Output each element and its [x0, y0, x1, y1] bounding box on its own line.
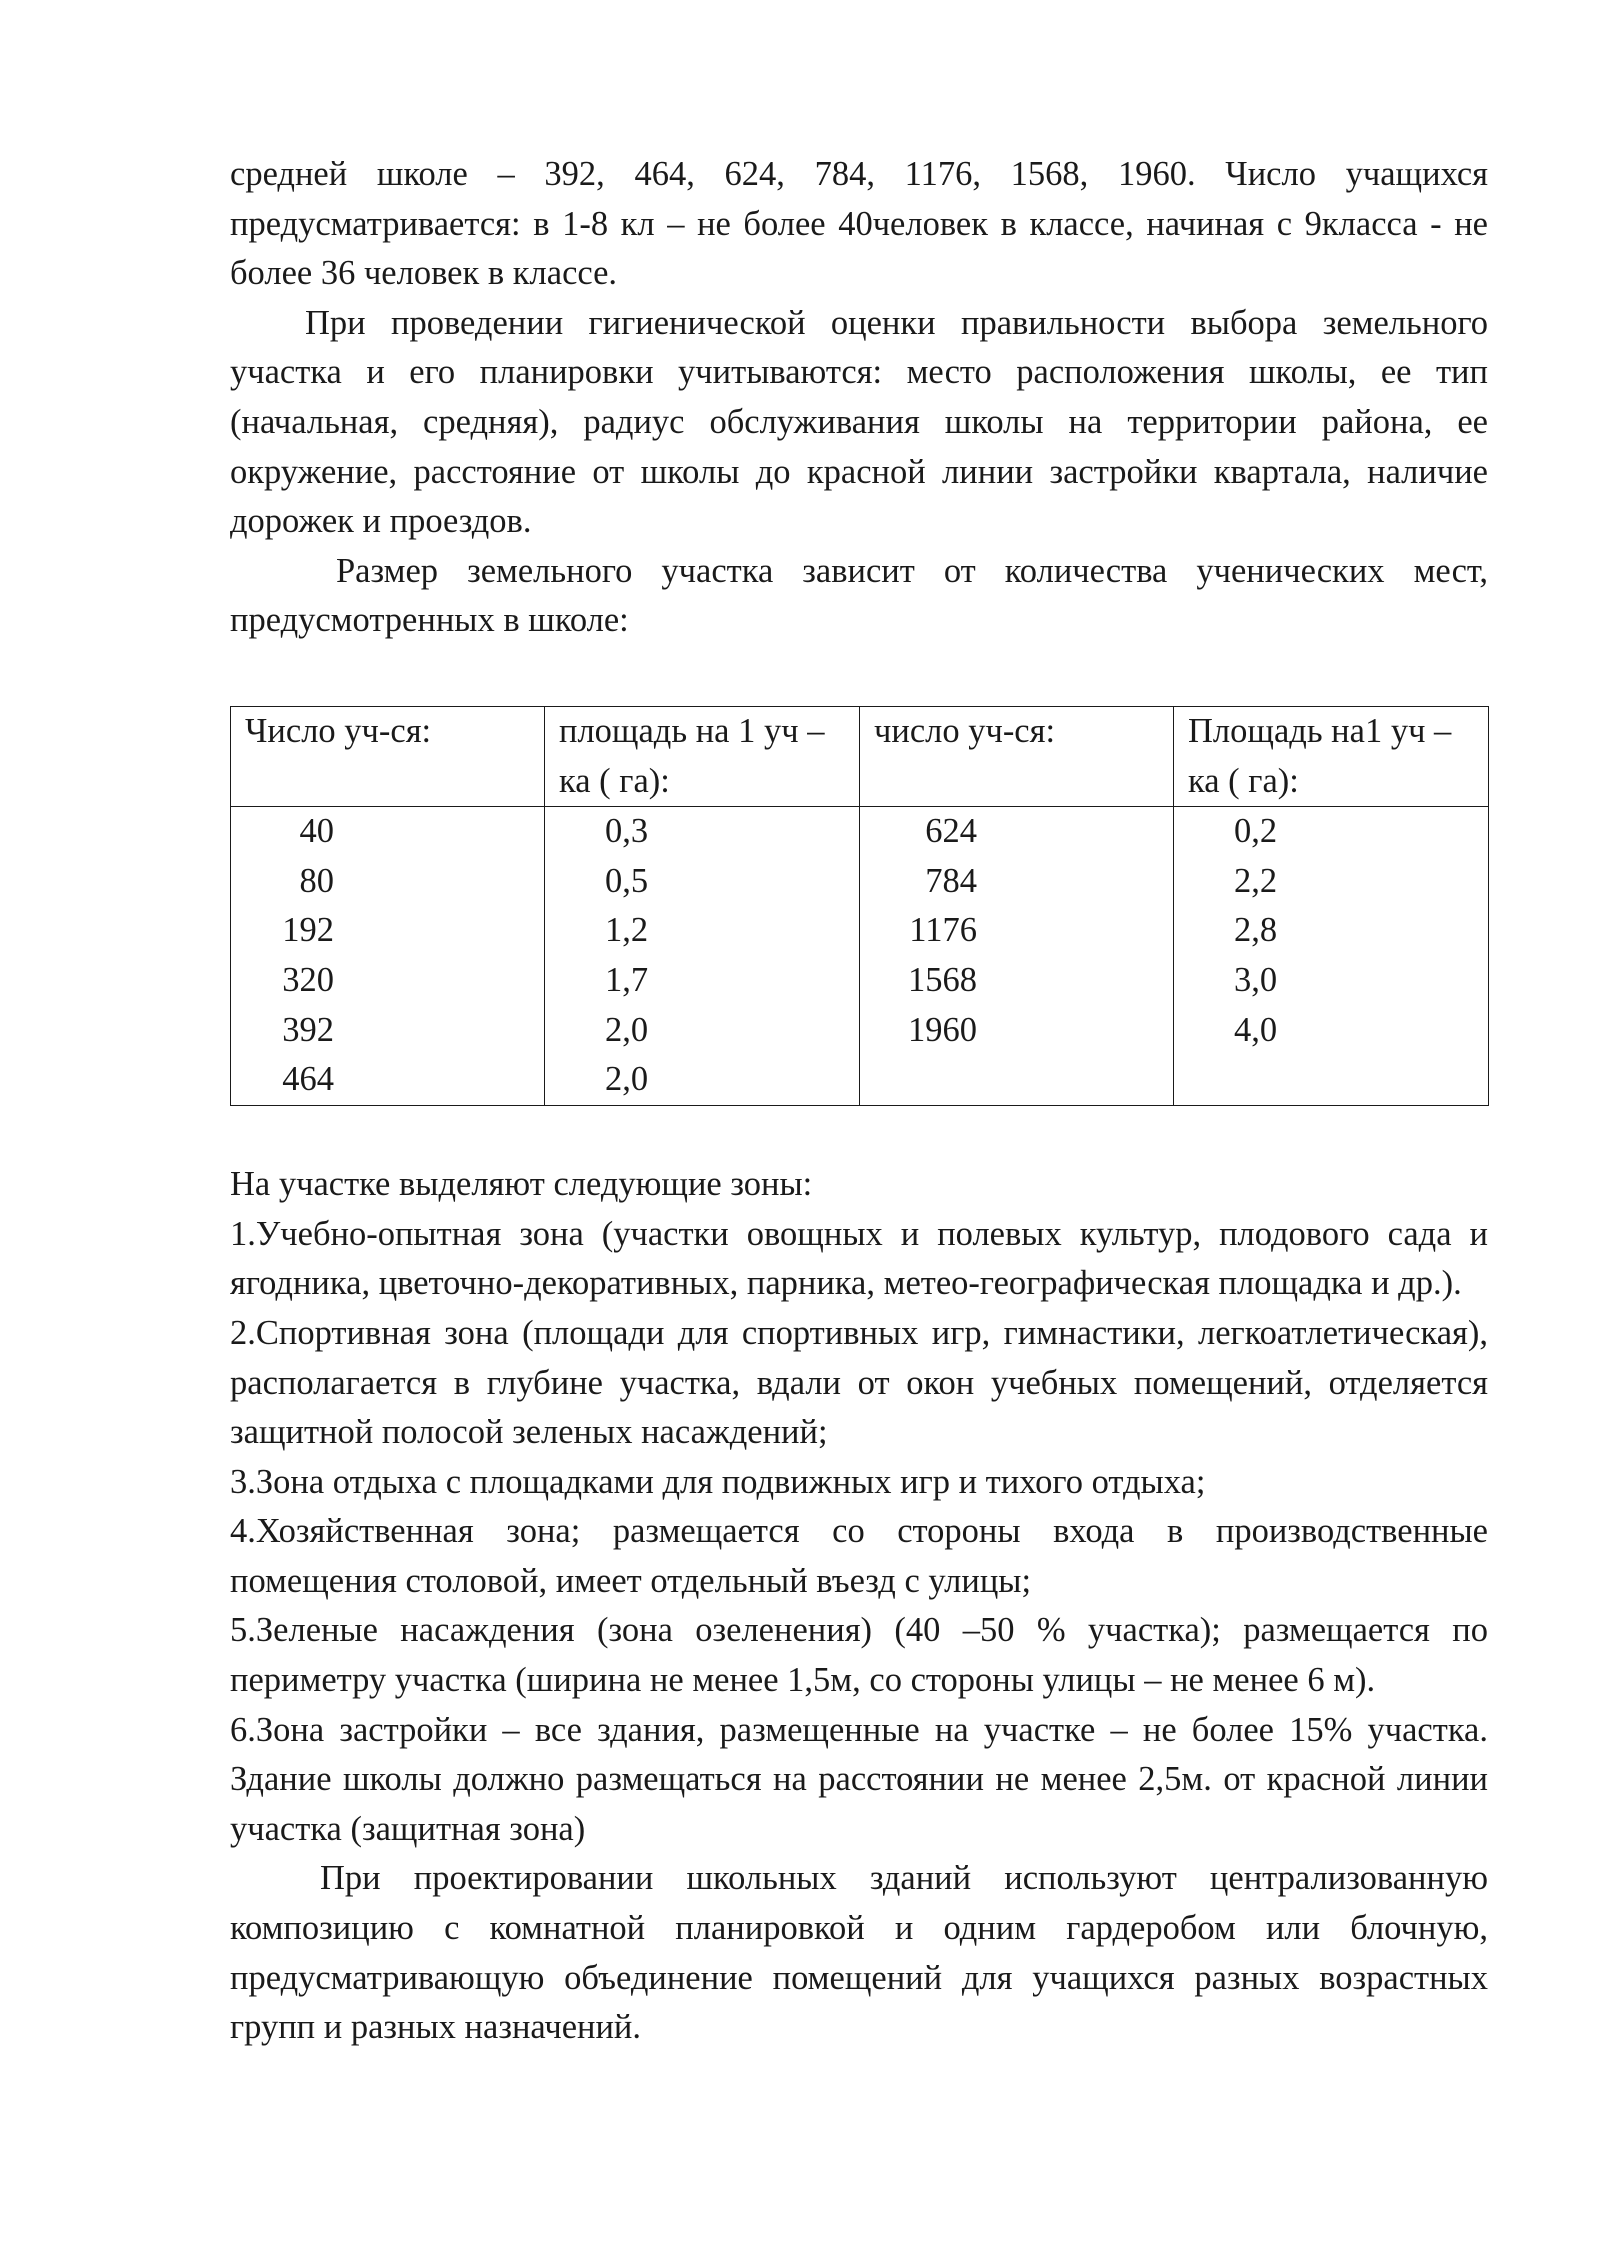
header-students-1: Число уч-ся:	[231, 706, 545, 806]
zone-item-buildings: 6.Зона застройки – все здания, размещенные на участке – не более 15% участка. Здание школы должно размещаться на расстоянии не менее 2,5м. от красной линии участка (защитная зона)	[230, 1710, 1488, 1848]
cell-students: 1960	[908, 1010, 977, 1049]
spacer	[230, 1106, 1488, 1160]
column-students-2	[860, 807, 1174, 1106]
cell-students: 80	[299, 861, 334, 900]
column-students-1	[231, 807, 545, 1106]
cell-students: 392	[282, 1010, 334, 1049]
cell-area: 0,5	[605, 861, 649, 900]
table-header-row	[231, 706, 1489, 806]
header-area-1: площадь на 1 уч – ка ( га):	[545, 706, 860, 806]
cell-area: 2,8	[1234, 911, 1278, 950]
cell-area: 2,0	[605, 1060, 649, 1099]
zone-item-sports: 2.Спортивная зона (площади для спортивных игр, гимнастики, легкоатлетическая), располагается в глубине участка, вдали от окон учебных помещений, отделяется защитной полосой зеленых насаждений;	[230, 1313, 1488, 1452]
cell-area: 4,0	[1234, 1010, 1278, 1049]
cell-students: 1568	[908, 960, 977, 999]
cell-area: 0,3	[605, 812, 649, 851]
paragraph-school-capacity: средней школе – 392, 464, 624, 784, 1176, 1568, 1960. Число учащихся предусматривается: в 1-8 кл – не более 40человек в классе, начиная с 9класса - не более 36 человек в классе.	[230, 155, 1488, 293]
header-area-2: Площадь на1 уч – ка ( га):	[1174, 706, 1489, 806]
zone-item-recreation: 3.Зона отдыха с площадками для подвижных игр и тихого отдыха;	[230, 1462, 1206, 1501]
cell-students: 1176	[909, 911, 977, 950]
land-area-table	[230, 706, 1489, 1106]
paragraph-hygiene-assessment: При проведении гигиенической оценки правильности выбора земельного участка и его планировки учитываются: место расположения школы, ее тип (начальная, средняя), радиус обслуживания школы на территории района, ее окружение, расстояние от школы до красной линии застройки квартала, наличие дорожек и проездов.	[230, 303, 1488, 541]
spacer	[230, 646, 1488, 706]
cell-students: 784	[925, 861, 977, 900]
cell-area: 1,7	[605, 960, 649, 999]
cell-students: 624	[925, 812, 977, 851]
paragraph-school-design: При проектировании школьных зданий используют централизованную композицию с комнатной планировкой и одним гардеробом или блочную, предусматривающую объединение помещений для учащихся разных возрастных групп и разных назначений.	[230, 1859, 1488, 2047]
zone-item-educational: 1.Учебно-опытная зона (участки овощных и полевых культур, плодового сада и ягодника, цветочно-декоративных, парника, метео-географическая площадка и др.).	[230, 1214, 1488, 1303]
paragraph-land-size: Размер земельного участка зависит от количества ученических мест, предусмотренных в школе:	[230, 551, 1488, 640]
column-area-1	[545, 807, 860, 1106]
document-page	[230, 150, 1488, 2053]
zones-intro: На участке выделяют следующие зоны:	[230, 1165, 813, 1204]
cell-area: 2,0	[605, 1010, 649, 1049]
cell-area: 2,2	[1234, 861, 1278, 900]
cell-students: 320	[282, 960, 334, 999]
column-area-2	[1174, 807, 1489, 1106]
cell-area: 0,2	[1234, 812, 1278, 851]
table-row	[231, 807, 1489, 1106]
zone-item-greenery: 5.Зеленые насаждения (зона озеленения) (40 –50 % участка); размещается по периметру участка (ширина не менее 1,5м, со стороны улицы – не менее 6 м).	[230, 1611, 1488, 1700]
cell-area: 1,2	[605, 911, 649, 950]
cell-students: 464	[282, 1060, 334, 1099]
zone-item-household: 4.Хозяйственная зона; размещается со стороны входа в производственные помещения столовой, имеет отдельный въезд с улицы;	[230, 1512, 1488, 1600]
cell-area: 3,0	[1234, 960, 1278, 999]
cell-students: 192	[282, 911, 334, 950]
header-students-2: число уч-ся:	[860, 706, 1174, 806]
cell-students: 40	[299, 812, 334, 851]
